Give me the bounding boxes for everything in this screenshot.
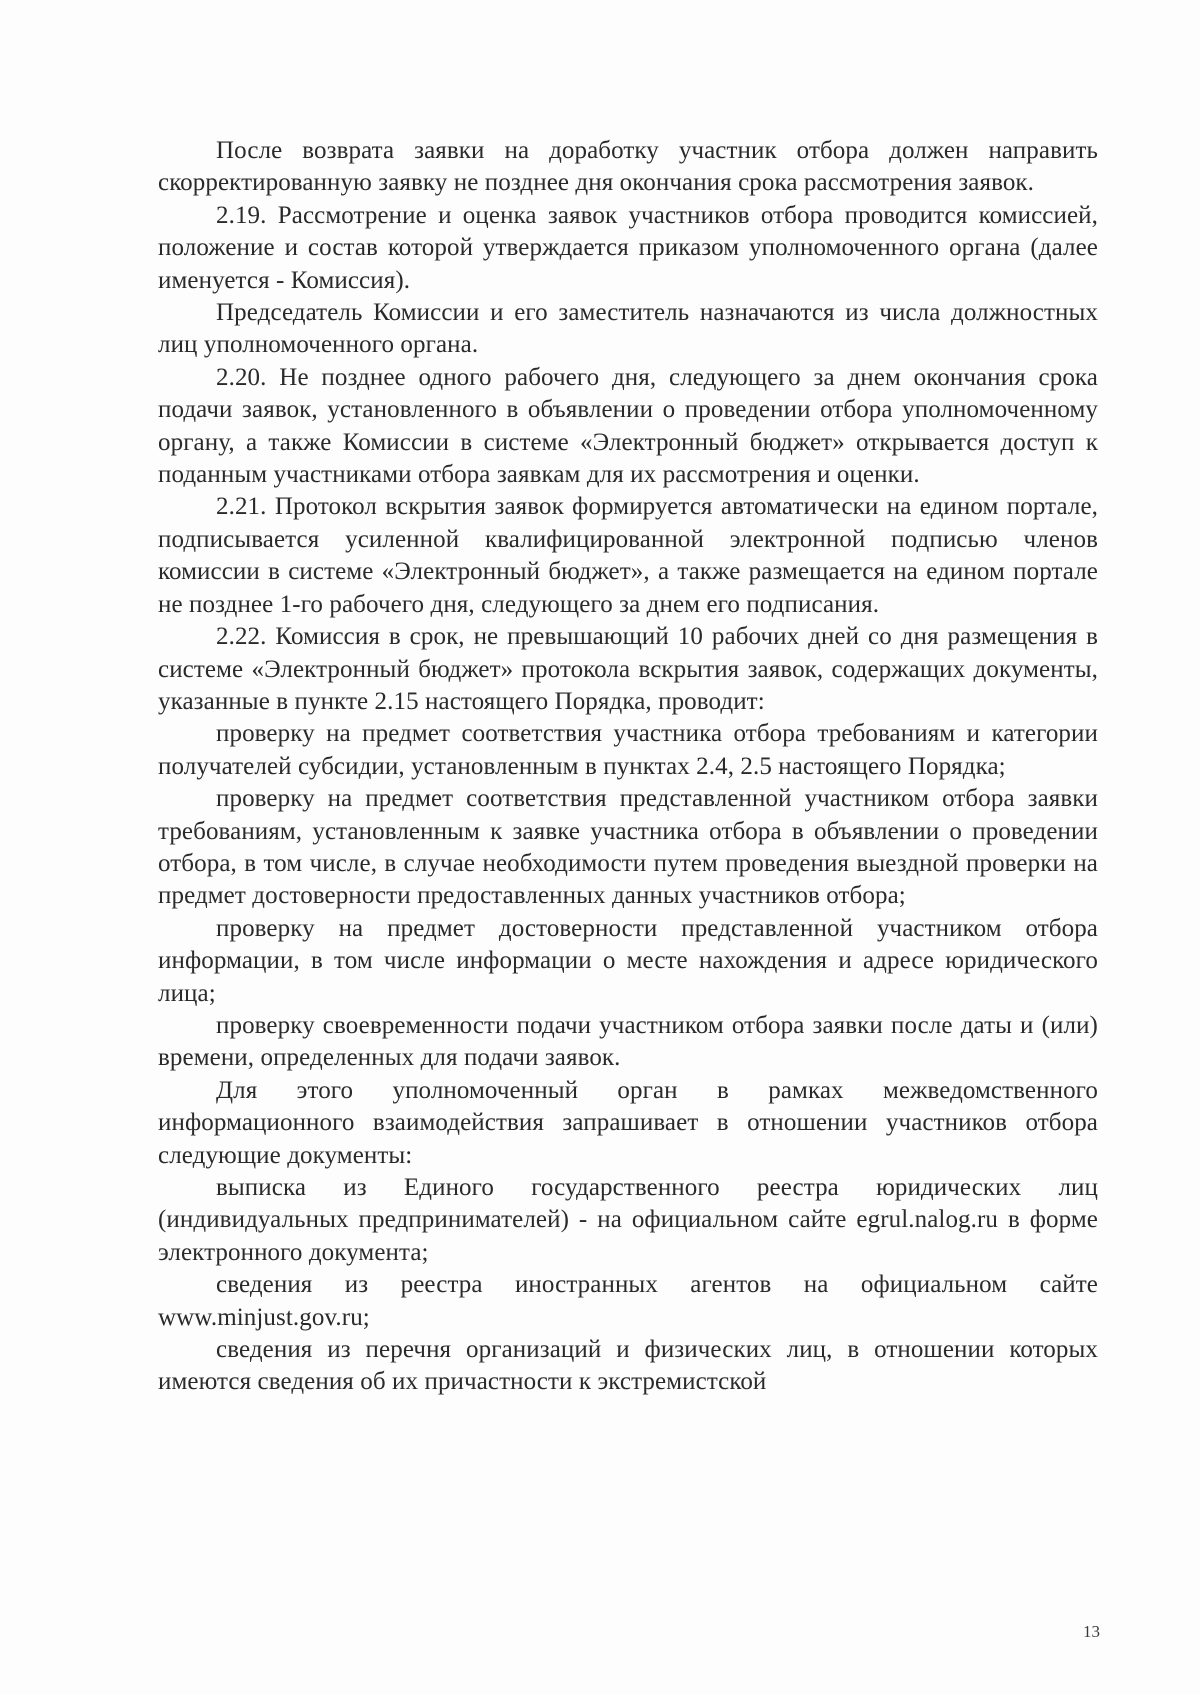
paragraph: проверку на предмет соответствия участника отбора требованиям и категории получателей субсидии, установленным в пунктах 2.4, 2.5 настоящего Порядка; xyxy=(158,720,1098,780)
paragraph: Председатель Комиссии и его заместитель назначаются из числа должностных лиц уполномоченного органа. xyxy=(158,299,1098,359)
paragraph: 2.22. Комиссия в срок, не превышающий 10 рабочих дней со дня размещения в системе «Электронный бюджет» протокола вскрытия заявок, содержащих документы, указанные в пункте 2.15 настоящего Порядка, проводит: xyxy=(158,623,1098,715)
paragraph: проверку своевременности подачи участником отбора заявки после даты и (или) времени, определенных для подачи заявок. xyxy=(158,1011,1098,1072)
paragraph: После возврата заявки на доработку участник отбора должен направить скорректированную заявку не позднее дня окончания срока рассмотрения заявок. xyxy=(158,137,1098,197)
paragraph: 2.20. Не позднее одного рабочего дня, следующего за днем окончания срока подачи заявок, установленного в объявлении о проведении отбора уполномоченному органу, а также Комиссии в системе «Электронный бюджет» открывается доступ к поданным участниками отбора заявкам для их рассмотрения и оценки. xyxy=(158,363,1098,489)
paragraph: проверку на предмет достоверности представленной участником отбора информации, в том числе информации о месте нахождения и адресе юридического лица; xyxy=(158,914,1098,1007)
paragraph: сведения из перечня организаций и физических лиц, в отношении которых имеются сведения об их причастности к экстремистской xyxy=(158,1336,1098,1396)
paragraph: 2.21. Протокол вскрытия заявок формируется автоматически на едином портале, подписывается усиленной квалифицированной электронной подписью членов комиссии в системе «Электронный бюджет», а также размещается на едином портале не позднее 1-го рабочего дня, следующего за днем его подписания. xyxy=(158,493,1098,618)
paragraph: выписка из Единого государственного реестра юридических лиц (индивидуальных предпринимателей) - на официальном сайте egrul.nalog.ru в форме электронного документа; xyxy=(158,1174,1098,1266)
document-body xyxy=(158,135,1098,1399)
page-number: 13 xyxy=(1083,1622,1100,1641)
paragraph: сведения из реестра иностранных агентов на официальном сайте www.minjust.gov.ru; xyxy=(158,1271,1098,1331)
paragraph: проверку на предмет соответствия представленной участником отбора заявки требованиям, установленным к заявке участника отбора в объявлении о проведении отбора, в том числе, в случае необходимости путем проведения выездной проверки на предмет достоверности предоставленных данных участников отбора; xyxy=(158,785,1098,910)
paragraph: Для этого уполномоченный орган в рамках межведомственного информационного взаимодействия запрашивает в отношении участников отбора следующие документы: xyxy=(158,1076,1098,1169)
paragraph: 2.19. Рассмотрение и оценка заявок участников отбора проводится комиссией, положение и состав которой утверждается приказом уполномоченного органа (далее именуется - Комиссия). xyxy=(158,201,1098,294)
